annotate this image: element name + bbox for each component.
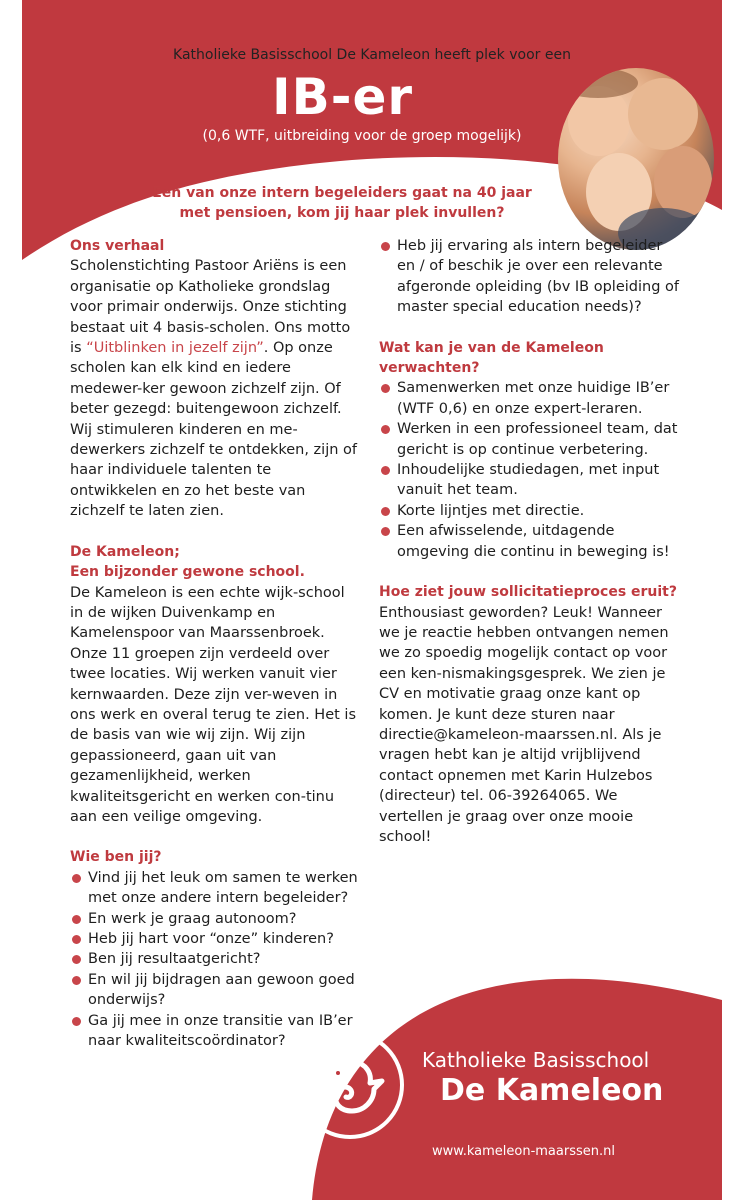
section-heading-wie: Wie ben jij? [70, 849, 162, 866]
list-item: Vind jij het leuk om samen te werken met onze andere intern begeleider? [70, 868, 360, 909]
tagline-line-2: met pensioen, kom jij haar plek invullen? [179, 205, 505, 221]
intro-text: Katholieke Basisschool De Kameleon heeft plek voor een [173, 47, 571, 63]
section-heading-kameleon-1: De Kameleon; [70, 543, 180, 560]
kameleon-paragraph: De Kameleon is een echte wijk-school in de wijken Duivenkamp en Kamelenspoor van Maarssenbroek. Onze 11 groepen zijn verdeeld over twee locaties. Wij werken vanuit vier kernwaarden. Deze zijn ver-weven in ons werk en overal terug te zien. Het is de basis van wie wij zijn. Wij zijn gepassioneerd, gaan uit van gezamenlijkheid, werken kwaliteitsgericht en werken con-tinu aan een veilige omgeving. [70, 584, 357, 825]
tagline [142, 183, 542, 223]
website-url[interactable]: www.kameleon-maarssen.nl [432, 1144, 615, 1159]
flyer [22, 0, 722, 1200]
children-photo [558, 68, 714, 250]
list-item: En werk je graag autonoom? [70, 909, 360, 929]
brand-line-2: De Kameleon [440, 1073, 664, 1108]
list-item: Heb jij hart voor “onze” kinderen? [70, 929, 360, 949]
list-item: Ga jij mee in onze transitie van IB’er naar kwaliteitscoördinator? [70, 1011, 360, 1052]
wie-list-continued [379, 236, 679, 318]
list-item: Een afwisselende, uitdagende omgeving die continu in beweging is! [379, 521, 679, 562]
chameleon-logo-icon [290, 1025, 410, 1145]
verhaal-text-2: . Op onze scholen kan elk kind en iedere medewer-ker gewoon zichzelf zijn. Of beter gezegd: buitengewoon zichzelf. Wij stimuleren kinderen en me-dewerkers zichzelf te ontdekken, zijn of haar individuele talenten te ontwikkelen en zo het beste van zichzelf te laten zien. [70, 340, 358, 520]
subtitle: (0,6 WTF, uitbreiding voor de groep mogelijk) [202, 128, 522, 144]
list-item: Samenwerken met onze huidige IB’er (WTF 0,6) en onze expert-leraren. [379, 378, 679, 419]
section-heading-verwacht: Wat kan je van de Kameleon verwachten? [379, 339, 604, 377]
list-item: Werken in een professioneel team, dat gericht is op continue verbetering. [379, 419, 679, 460]
list-item: Korte lijntjes met directie. [379, 501, 679, 521]
section-heading-verhaal: Ons verhaal [70, 238, 165, 254]
verwacht-list [379, 378, 679, 562]
list-item: Heb jij ervaring als intern begeleider en / of beschik je over een relevante afgeronde opleiding (bv IB opleiding of master special education needs)? [379, 236, 679, 318]
list-item: Inhoudelijke studiedagen, met input vanuit het team. [379, 460, 679, 501]
page-title: IB-er [272, 68, 414, 126]
list-item: Ben jij resultaatgericht? [70, 949, 360, 969]
proces-paragraph: Enthousiast geworden? Leuk! Wanneer we je reactie hebben ontvangen nemen we zo spoedig mogelijk contact op voor een ken-nismakingsgesprek. We zien je CV en motivatie graag onze kant op komen. Je kunt deze sturen naar directie@kameleon-maarssen.nl. Als je vragen hebt kan je altijd vrijblijvend contact opnemen met Karin Hulzebos (directeur) tel. 06-39264065. We vertellen je graag over onze mooie school! [379, 604, 669, 845]
list-item: En wil jij bijdragen aan gewoon goed onderwijs? [70, 970, 360, 1011]
right-column [379, 236, 679, 847]
wie-list [70, 868, 360, 1052]
brand-line-1: Katholieke Basisschool [422, 1048, 650, 1072]
tagline-line-1: Een van onze intern begeleiders gaat na 40 jaar [152, 185, 532, 201]
verhaal-text-1: Scholenstichting Pastoor Ariëns is een organisatie op Katholieke grondslag voor primair onderwijs. Onze stichting bestaat uit 4 basis-scholen. Ons motto is [70, 258, 351, 357]
motto-highlight: “Uitblinken in jezelf zijn” [86, 340, 264, 357]
section-heading-kameleon-2: Een bijzonder gewone school. [70, 564, 305, 581]
section-heading-proces: Hoe ziet jouw sollicitatieproces eruit? [379, 584, 677, 601]
left-column [70, 236, 360, 1051]
verhaal-paragraph [70, 256, 360, 521]
